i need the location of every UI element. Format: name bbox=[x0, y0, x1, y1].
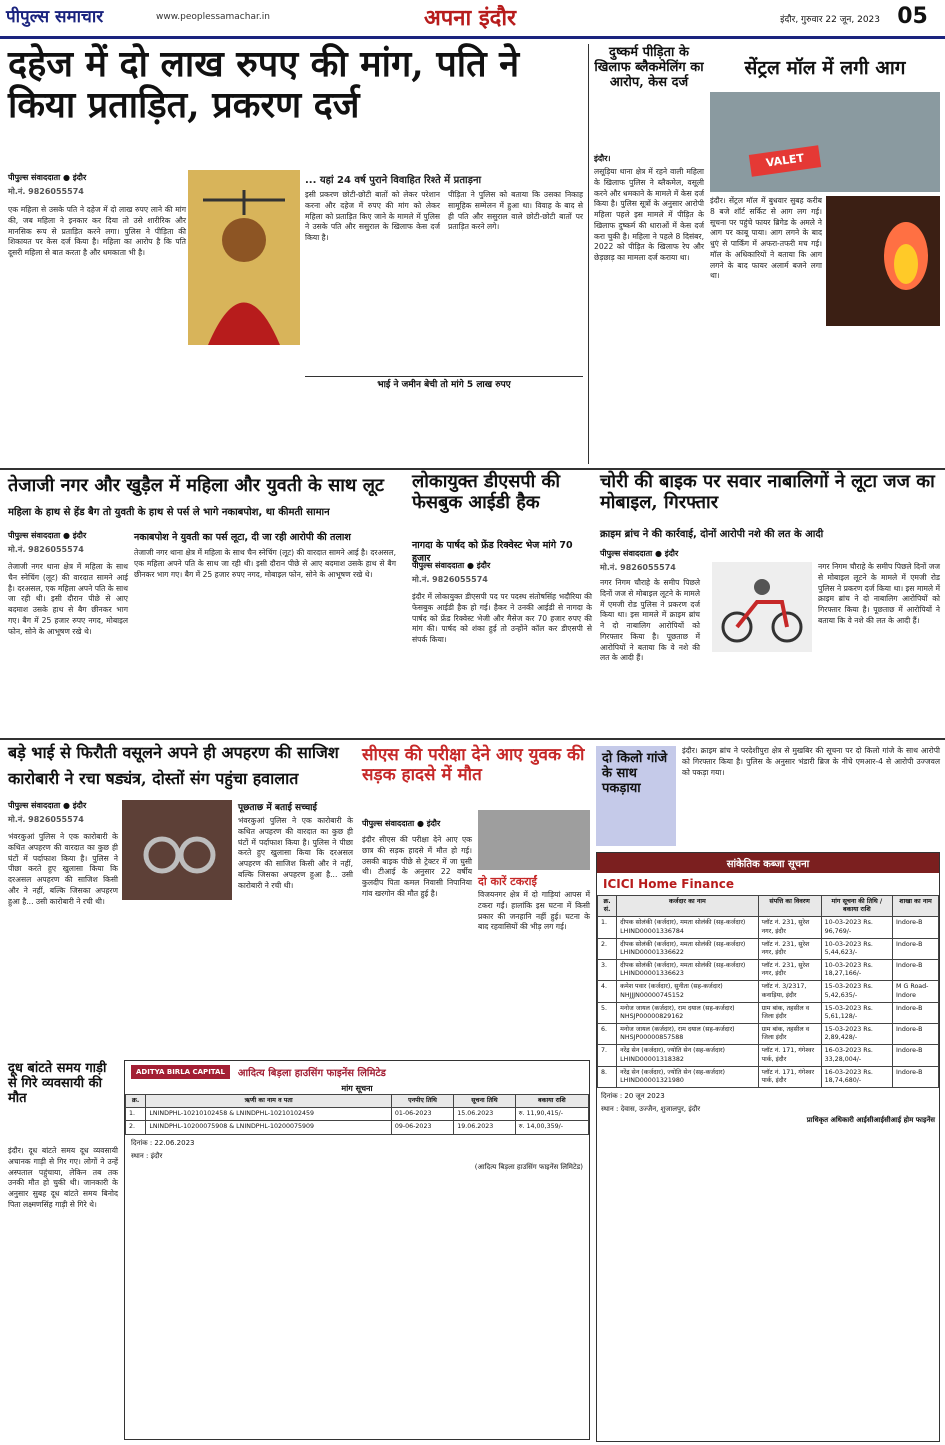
aditya-notice bbox=[124, 1060, 590, 1440]
ganja-headline: दो किलो गांजे के साथ पकड़ाया bbox=[602, 751, 668, 796]
icici-table-cell: 8. bbox=[598, 1066, 617, 1087]
aditya-table-cell: LNINDPHL-10210102458 & LNINDPHL-10210102459 bbox=[146, 1108, 392, 1121]
aditya-column-header: बकाया राशि bbox=[515, 1095, 588, 1108]
icici-table-cell: प्लॉट नं. 231, सुरेश नगर, इंदौर bbox=[758, 938, 821, 959]
ganja-body: इंदौर। क्राइम ब्रांच ने परदेशीपुरा क्षेत्र से मुखबिर की सूचना पर दो किलो गांजे के साथ आरोपी को गिरफ्तार किया है। पुलिस के अनुसार भंडारी ब्रिज के नीचे एमआर-4 से आरोपी उज्जवल को पकड़ा गया। bbox=[682, 746, 940, 777]
flame-graphic bbox=[826, 196, 940, 326]
loot-mobile: मो.नं. 9826055574 bbox=[8, 545, 84, 554]
bike-headline: चोरी की बाइक पर सवार नाबालिगों ने लूटा जज का मोबाइल, गिरफ्तार bbox=[600, 471, 935, 513]
aditya-signatory: (आदित्य बिड़ला हाउसिंग फाइनेंस लिमिटेड) bbox=[474, 1162, 583, 1171]
icici-table-row bbox=[598, 1066, 939, 1087]
icici-column-header: मांग सूचना की तिथि / बकाया राशि bbox=[821, 896, 892, 917]
icici-table-cell: 6. bbox=[598, 1024, 617, 1045]
icici-table-cell: ग्राम बांक, तहसील व जिला इंदौर bbox=[758, 1024, 821, 1045]
icici-date: दिनांक : 20 जून 2023 bbox=[601, 1092, 665, 1101]
valet-sign: VALET bbox=[749, 145, 821, 177]
aditya-table-cell: रु. 11,90,415/- bbox=[515, 1108, 588, 1121]
bike-body-2: नगर निगम चौराहे के समीप पिछले दिनों जज से मोबाइल लूटने के मामले में एमजी रोड पुलिस ने प्रकरण दर्ज किया था। इस मामले में क्राइम ब्रांच ने दो नाबालिग आरोपियों को गिरफ्तार किया है। पूछताछ में आरोपियों ने बताया कि वे नशे की लत के आदी हैं। bbox=[818, 562, 940, 625]
aditya-column-header: ऋणी का नाम व पता bbox=[146, 1095, 392, 1108]
icici-table-row bbox=[598, 960, 939, 981]
aditya-table-cell: 01-06-2023 bbox=[391, 1108, 453, 1121]
lokayukta-byline: पीपुल्स संवाददाता ● इंदौर bbox=[412, 561, 491, 570]
lokayukta-deck: नागदा के पार्षद को फ्रेंड रिक्वेस्ट भेज मांगे 70 हजार bbox=[412, 540, 573, 564]
icici-table-cell: 4. bbox=[598, 981, 617, 1002]
icici-table-cell: नरेंद्र सेन (कर्जदार), ज्योति सेन (सह-कर्जदार) LHIND00001318382 bbox=[617, 1045, 758, 1066]
kidnap-body: भंवरकुआं पुलिस ने एक कारोबारी के कथित अपहरण की वारदात का कुछ ही घंटों में पर्दाफाश किया है। पुलिस ने पीछा करते हुए खुलासा किया कि दरअसल अपहरण की साजिश किसी और ने नहीं, बल्कि जिसका अपहरण हुआ है... उसी कारोबारी ने रची थी। bbox=[8, 832, 118, 906]
icici-table-cell: 16-03-2023 Rs. 33,28,004/- bbox=[821, 1045, 892, 1066]
kidnap-subhead: पूछताछ में बताई सच्चाई bbox=[238, 803, 317, 813]
handcuff-photo bbox=[122, 800, 232, 900]
icici-signatory: प्राधिकृत अधिकारी आईसीआईसीआई होम फाइनेंस bbox=[806, 1116, 935, 1125]
aditya-table-cell: 2. bbox=[126, 1121, 146, 1134]
icici-table bbox=[597, 895, 939, 1088]
column-divider bbox=[588, 44, 589, 464]
icici-table-cell: ग्राम बांक, तहसील व जिला इंदौर bbox=[758, 1002, 821, 1023]
icici-table-cell: 15-03-2023 Rs. 2,89,428/- bbox=[821, 1024, 892, 1045]
section-rule bbox=[0, 468, 945, 470]
icici-table-cell: प्लॉट नं. 3/2317, कनाड़िया, इंदौर bbox=[758, 981, 821, 1002]
icici-banner: सांकेतिक कब्जा सूचना bbox=[597, 853, 939, 873]
icici-table-row bbox=[598, 981, 939, 1002]
aditya-table-cell: LNINDPHL-10200075908 & LNINDPHL-10200075909 bbox=[146, 1121, 392, 1134]
handcuffs-icon bbox=[122, 800, 232, 900]
car-collision-box-title: दो कारें टकराईं bbox=[478, 875, 537, 888]
aditya-place: स्थान : इंदौर bbox=[131, 1151, 163, 1160]
aditya-table-cell: 15.06.2023 bbox=[454, 1108, 516, 1121]
motorbike-icon bbox=[712, 562, 812, 652]
loot-headline: तेजाजी नगर और खुड़ैल में महिला और युवती के साथ लूट bbox=[8, 475, 384, 496]
dowry-byline: पीपुल्स संवाददाता ● इंदौर bbox=[8, 173, 87, 182]
icici-column-header: कर्जदार का नाम bbox=[617, 896, 758, 917]
icici-table-cell: मनोज जायल (कर्जदार), राम दयाल (सह-कर्जदार) NHSJP00000829162 bbox=[617, 1002, 758, 1023]
aditya-table-cell: 19.06.2023 bbox=[454, 1121, 516, 1134]
aditya-table-row bbox=[126, 1108, 589, 1121]
page-number: 05 bbox=[897, 4, 928, 29]
website-url[interactable]: www.peoplessamachar.in bbox=[156, 12, 270, 22]
ganja-headline-box bbox=[596, 746, 676, 846]
icici-table-cell: दीपक सोलंकी (कर्जदार), ममता सोलंकी (सह-कर्जदार) LHIND00001336623 bbox=[617, 960, 758, 981]
icici-table-cell: 15-03-2023 Rs. 5,42,635/- bbox=[821, 981, 892, 1002]
dowry-headline: दहेज में दो लाख रुपए की मांग, पति ने किया प्रताड़ित, प्रकरण दर्ज bbox=[8, 43, 520, 127]
icici-column-header: क्र. सं. bbox=[598, 896, 617, 917]
aditya-date: दिनांक : 22.06.2023 bbox=[131, 1138, 195, 1147]
icici-table-cell: 3. bbox=[598, 960, 617, 981]
icici-column-header: संपत्ति का विवरण bbox=[758, 896, 821, 917]
icici-table-cell: 10-03-2023 Rs. 5,44,623/- bbox=[821, 938, 892, 959]
bike-illustration bbox=[712, 562, 812, 652]
loot-deck: महिला के हाथ से हेंड बैग तो युवती के हाथ से पर्स ले भागे नकाबपोश, था कीमती सामान bbox=[8, 507, 330, 518]
bike-mobile: मो.नं. 9826055574 bbox=[600, 563, 676, 572]
icici-table-cell: Indore-B bbox=[893, 938, 939, 959]
fire-photo-flames bbox=[826, 196, 940, 326]
icici-table-cell: Indore-B bbox=[893, 1066, 939, 1087]
aditya-table-cell: 09-06-2023 bbox=[391, 1121, 453, 1134]
masthead-rule bbox=[0, 36, 945, 39]
icici-table-cell: M G Road-Indore bbox=[893, 981, 939, 1002]
aditya-table bbox=[125, 1094, 589, 1135]
lokayukta-mobile: मो.नं. 9826055574 bbox=[412, 575, 488, 584]
cs-body: इंदौर सीएस की परीक्षा देने आए एक छात्र की सड़क हादसे में मौत हो गई। उसकी बाइक पीछे से ट्रेक्टर में जा घुसी थी। टीआई के अनुसार 22 वर्षीय कुलदीप पिता कमल निवासी निपानिया गांव खरगोन की मौत हुई है। bbox=[362, 835, 472, 898]
icici-table-cell: 16-03-2023 Rs. 18,74,680/- bbox=[821, 1066, 892, 1087]
fire-headline: सेंट्रल मॉल में लगी आग bbox=[744, 57, 906, 79]
aditya-column-header: सूचना तिथि bbox=[454, 1095, 516, 1108]
milk-body: इंदौर। दूध बांटते समय दूध व्यवसायी अचानक गाड़ी से गिर गए। लोगों ने उन्हें अस्पताल पहुंचाया, लेकिन तब तक उनकी मौत हो चुकी थी। जानकारी के अनुसार सुबह दूध बांटते समय बिनोद पिता लक्ष्मणसिंह गाड़ी से गिरे थे। bbox=[8, 1146, 118, 1209]
icici-table-cell: प्लॉट नं. 231, सुरेश नगर, इंदौर bbox=[758, 960, 821, 981]
loot-subhead: नकाबपोश ने युवती का पर्स लूटा, दी जा रही आरोपी की तलाश bbox=[134, 532, 351, 543]
loot-byline: पीपुल्स संवाददाता ● इंदौर bbox=[8, 531, 87, 540]
dowry-body-3: पीड़िता ने पुलिस को बताया कि उसका निकाह सामूहिक सम्मेलन में हुआ था। विवाह के बाद से ही पति और ससुराल वाले छोटी-छोटी बातों पर प्रताड़ित करने लगे। bbox=[448, 190, 583, 232]
icici-table-cell: 2. bbox=[598, 938, 617, 959]
icici-table-cell: प्लॉट नं. 171, गंगेश्वर पार्क, इंदौर bbox=[758, 1045, 821, 1066]
dowry-subhead: भाई ने जमीन बेची तो मांगे 5 लाख रुपए bbox=[305, 376, 583, 390]
kidnap-body-2: भंवरकुआं पुलिस ने एक कारोबारी के कथित अपहरण की वारदात का कुछ ही घंटों में पर्दाफाश किया है। पुलिस ने पीछा करते हुए खुलासा किया कि दरअसल अपहरण की साजिश किसी और ने नहीं, बल्कि जिसका अपहरण हुआ है... उसी कारोबारी ने रची थी। bbox=[238, 816, 353, 890]
lokayukta-body: इंदौर में लोकायुक्त डीएसपी पद पर पदस्थ संतोषसिंह भदौरिया की फेसबुक आईडी हैक हो गई। हैकर ने उनकी आईडी से नागदा के पार्षद को फ्रेंड रिक्वेस्ट भेजी और मैसेज कर 70 हजार रुपए की मांग की। पार्षद को शंका हुई तो उन्होंने कॉल कर डीएसपी से संपर्क किया। bbox=[412, 592, 592, 645]
icici-table-cell: कमेश पवार (कर्जदार), सुनीता (सह-कर्जदार) NHJJJN00000745152 bbox=[617, 981, 758, 1002]
icici-table-row bbox=[598, 917, 939, 938]
dowry-body-1: एक महिला से उसके पति ने दहेज में दो लाख रुपए लाने की मांग की, जब महिला ने इनकार कर दिया तो उसे शारीरिक और मानसिक रूप से प्रताड़ित करने लगा। पुलिस ने पीड़िता की शिकायत पर केस दर्ज किया है। महिला का आरोप है कि पति दूसरी महिला से बात करता है और धमकाता भी है। bbox=[8, 205, 186, 258]
icici-table-cell: Indore-B bbox=[893, 1024, 939, 1045]
loot-body-2: तेजाजी नगर थाना क्षेत्र में महिला के साथ चैन स्नेचिंग (लूट) की वारदात सामने आई है। दरअसल, एक महिला अपने पति के साथ जा रही थी। इसी दौरान पीछे से आए बदमाश उसके हाथ से बैग छीनकर भाग गए। बैग में 25 हजार रुपए नगद, मोबाइल फोन, सोने के आभूषण रखे थे। bbox=[134, 548, 396, 579]
dowry-mobile: मो.नं. 9826055574 bbox=[8, 187, 84, 196]
aditya-table-row bbox=[126, 1121, 589, 1134]
icici-column-header: शाखा का नाम bbox=[893, 896, 939, 917]
kidnap-mobile: मो.नं. 9826055574 bbox=[8, 815, 84, 824]
aditya-subtitle: मांग सूचना bbox=[341, 1084, 373, 1093]
kidnap-byline: पीपुल्स संवाददाता ● इंदौर bbox=[8, 801, 87, 810]
aditya-title: आदित्य बिड़ला हाउसिंग फाइनेंस लिमिटेड bbox=[237, 1068, 386, 1079]
icici-table-row bbox=[598, 1002, 939, 1023]
icici-table-cell: 5. bbox=[598, 1002, 617, 1023]
icici-table-cell: Indore-B bbox=[893, 960, 939, 981]
icici-table-cell: नरेंद्र सेन (कर्जदार), ज्योति सेन (सह-कर्जदार) LHIND00001321980 bbox=[617, 1066, 758, 1087]
bike-body: नगर निगम चौराहे के समीप पिछले दिनों जज से मोबाइल लूटने के मामले में एमजी रोड पुलिस ने प्रकरण दर्ज किया था। इस मामले में क्राइम ब्रांच ने दो नाबालिग आरोपियों को गिरफ्तार किया है। पूछताछ में आरोपियों ने बताया कि वे नशे की लत के आदी हैं। bbox=[600, 578, 700, 663]
icici-table-row bbox=[598, 1024, 939, 1045]
cs-byline: पीपुल्स संवाददाता ● इंदौर bbox=[362, 819, 441, 828]
fire-body: इंदौर। सेंट्रल मॉल में बुधवार सुबह करीब 8 बजे शॉर्ट सर्किट से आग लग गई। सूचना पर पहुंचे फायर ब्रिगेड के अमले ने आग पर काबू पाया। आग लगने के बाद धुएं से पार्किंग में अफरा-तफरी मच गई। मॉल के अधिकारियों ने बताया कि आग लगने के बाद फायर अलार्म बजने लगा था। bbox=[710, 196, 822, 281]
section-rule-2 bbox=[0, 738, 945, 740]
icici-brand: ICICI Home Finance bbox=[603, 877, 735, 891]
icici-table-cell: 1. bbox=[598, 917, 617, 938]
newspaper-logo: पीपुल्स समाचार bbox=[6, 7, 104, 27]
fire-photo-crowd bbox=[710, 92, 940, 192]
cs-headline: सीएस की परीक्षा देने आए युवक की सड़क हादसे में मौत bbox=[362, 745, 585, 785]
loot-body: तेजाजी नगर थाना क्षेत्र में महिला के साथ चैन स्नेचिंग (लूट) की वारदात सामने आई है। दरअसल, एक महिला अपने पति के साथ जा रही थी। इसी दौरान पीछे से आए बदमाश उसके हाथ से बैग छीनकर भाग गए। बैग में 25 हजार रुपए नगद, मोबाइल फोन, सोने के आभूषण रखे थे। bbox=[8, 562, 128, 636]
dowry-kicker: ... यहां 24 वर्ष पुराने विवाहित रिश्ते में प्रताड़ना bbox=[305, 175, 482, 186]
blackmail-body: लसूड़िया थाना क्षेत्र में रहने वाली महिला के खिलाफ पुलिस ने ब्लैकमेल, वसूली करने और धमकाने के मामले में केस दर्ज किया है। पुलिस सूत्रों के अनुसार आरोपी महिला पहले इस मामले में पीड़ित के खिलाफ दुष्कर्म की धाराओं में केस दर्ज करा चुकी है। महिला ने पहले 8 दिसंबर, 2022 को पीड़ित के खिलाफ रेप और छेड़छाड़ का मामला दर्ज कराया था। bbox=[594, 167, 704, 263]
milk-headline: दूध बांटते समय गाड़ी से गिरे व्यवसायी की मौत bbox=[8, 1061, 107, 1106]
aditya-column-header: क्र. bbox=[126, 1095, 146, 1108]
icici-table-row bbox=[598, 938, 939, 959]
dowry-illustration bbox=[188, 170, 300, 345]
icici-notice bbox=[596, 852, 940, 1442]
aditya-table-cell: रु. 14,00,359/- bbox=[515, 1121, 588, 1134]
bike-byline: पीपुल्स संवाददाता ● इंदौर bbox=[600, 549, 679, 558]
blackmail-headline: दुष्कर्म पीड़िता के खिलाफ ब्लैकमेलिंग का आरोप, केस दर्ज bbox=[594, 45, 704, 90]
aditya-column-header: एनपीए तिथि bbox=[391, 1095, 453, 1108]
car-collision-box-body: विजयनगर क्षेत्र में दो गाड़ियां आपस में टकरा गईं। हालांकि इस घटना में किसी प्रकार की जनहानि नहीं हुई। घटना के बाद रहवासियों की भीड़ लग गई। bbox=[478, 890, 590, 932]
icici-table-cell: 10-03-2023 Rs. 18,27,166/- bbox=[821, 960, 892, 981]
accident-photo bbox=[478, 810, 590, 870]
bike-deck: क्राइम ब्रांच ने की कार्रवाई, दोनों आरोपी नशे की लत के आदी bbox=[600, 529, 824, 540]
icici-table-cell: प्लॉट नं. 231, सुरेश नगर, इंदौर bbox=[758, 917, 821, 938]
kidnap-headline: बड़े भाई से फिरौती वसूलने अपने ही अपहरण की साजिश bbox=[8, 743, 339, 762]
aditya-brand-logo: ADITYA BIRLA CAPITAL bbox=[131, 1065, 230, 1079]
icici-table-cell: Indore-B bbox=[893, 1002, 939, 1023]
icici-table-cell: Indore-B bbox=[893, 917, 939, 938]
icici-table-cell: 7. bbox=[598, 1045, 617, 1066]
lokayukta-headline: लोकायुक्त डीएसपी की फेसबुक आईडी हैक bbox=[412, 471, 561, 513]
icici-table-cell: 15-03-2023 Rs. 5,61,128/- bbox=[821, 1002, 892, 1023]
dowry-body-2: इसी प्रकरण छोटी-छोटी बातों को लेकर परेशान करना और दहेज में रुपए की मांग को लेकर महिला को प्रताड़ित किए जाने के मामले में पुलिस ने उसके पति और ससुराल के खिलाफ केस दर्ज किया है। bbox=[305, 190, 440, 243]
bride-scale-illustration bbox=[188, 170, 300, 345]
icici-table-cell: दीपक सोलंकी (कर्जदार), ममता सोलंकी (सह-कर्जदार) LHIND00001336784 bbox=[617, 917, 758, 938]
kidnap-deck: कारोबारी ने रचा षड्यंत्र, दोस्तों संग पहुंचा हवालात bbox=[8, 769, 299, 788]
icici-table-cell: दीपक सोलंकी (कर्जदार), ममता सोलंकी (सह-कर्जदार) LHIND00001336622 bbox=[617, 938, 758, 959]
aditya-table-cell: 1. bbox=[126, 1108, 146, 1121]
icici-table-cell: Indore-B bbox=[893, 1045, 939, 1066]
issue-date: इंदौर, गुरुवार 22 जून, 2023 bbox=[780, 15, 880, 25]
icici-table-cell: 10-03-2023 Rs. 96,769/- bbox=[821, 917, 892, 938]
icici-table-cell: मनोज जायल (कर्जदार), राम दयाल (सह-कर्जदार) NHSJP00000857588 bbox=[617, 1024, 758, 1045]
blackmail-byline: इंदौर। bbox=[594, 154, 611, 163]
icici-place: स्थान : देवास, उज्जैन, शुजालपुर, इंदौर bbox=[601, 1105, 701, 1114]
icici-table-row bbox=[598, 1045, 939, 1066]
icici-table-cell: प्लॉट नं. 171, गंगेश्वर पार्क, इंदौर bbox=[758, 1066, 821, 1087]
section-title: अपना इंदौर bbox=[423, 5, 517, 31]
